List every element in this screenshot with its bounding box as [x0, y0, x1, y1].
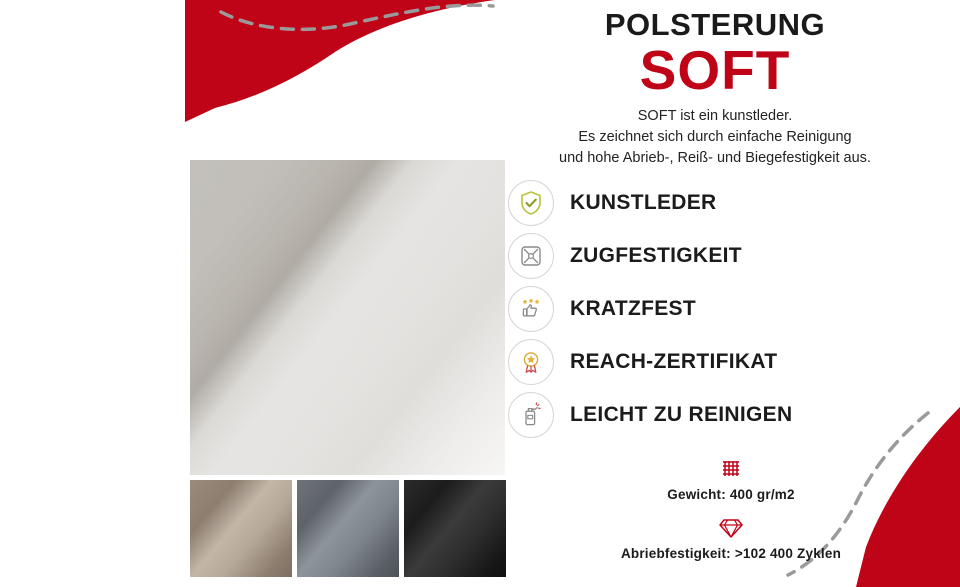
page-title-primary: POLSTERUNG [604, 7, 826, 42]
beige-swatch[interactable] [190, 480, 292, 577]
fabric-weave-icon [534, 455, 928, 483]
grey-swatch[interactable] [297, 480, 399, 577]
material-photo-main [190, 160, 505, 475]
certificate-star-icon [508, 339, 554, 385]
feature-item-kratzfest [508, 282, 928, 335]
thumbs-up-stars-icon [508, 286, 554, 332]
spec-text: Gewicht: 400 gr/m2 [667, 487, 795, 502]
feature-label: LEICHT ZU REINIGEN [570, 402, 793, 426]
spec-list [508, 455, 928, 573]
diamond-icon [534, 514, 928, 542]
description-line-2: Es zeichnet sich durch einfache Reinigung [578, 129, 852, 146]
feature-item-zugfestigkeit [508, 229, 928, 282]
feature-label: KRATZFEST [570, 296, 696, 320]
feature-item-kunstleder [508, 176, 928, 229]
feature-label: ZUGFESTIGKEIT [570, 243, 742, 267]
page-title-secondary: SOFT [639, 39, 791, 102]
shield-check-icon [508, 180, 554, 226]
spec-item-abrasion [534, 514, 928, 561]
spec-text: Abriebfestigkeit: >102 400 Zyklen [620, 546, 842, 561]
black-swatch[interactable] [404, 480, 506, 577]
feature-list [508, 176, 928, 441]
cushion-arrows-icon [508, 233, 554, 279]
headline-block [480, 8, 950, 169]
spec-item-weight [534, 455, 928, 502]
description-line-1: SOFT ist ein kunstleder. [637, 108, 793, 125]
color-swatch-row [190, 480, 506, 577]
description-block [480, 106, 950, 169]
spray-cleaning-icon [508, 392, 554, 438]
feature-item-reach-zertifikat [508, 335, 928, 388]
feature-item-leicht-zu-reinigen [508, 388, 928, 441]
red-ribbon-top-decoration [185, 0, 495, 128]
feature-label: REACH-ZERTIFIKAT [570, 349, 778, 373]
description-line-3: und hohe Abrieb-, Reiß- und Biegefestigkeit aus. [559, 150, 871, 167]
feature-label: KUNSTLEDER [570, 190, 717, 214]
